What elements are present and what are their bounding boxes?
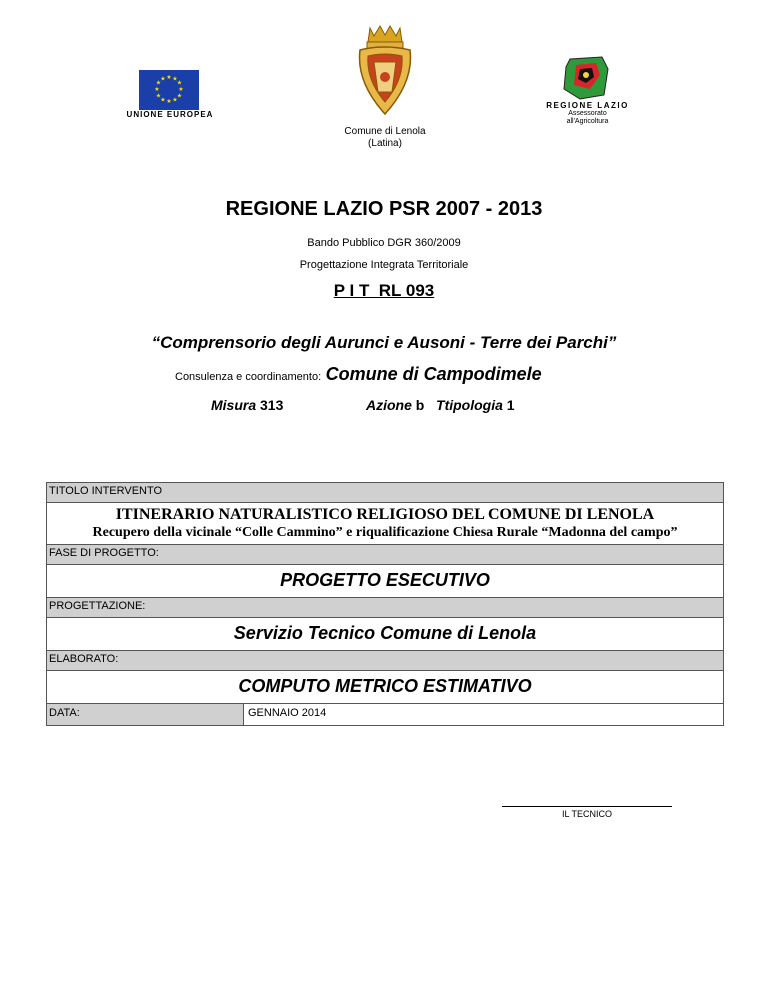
consulenza-line [175, 364, 542, 385]
signature-line [502, 806, 672, 807]
comune-crest-logo [352, 22, 418, 122]
fase-label: FASE DI PROGETTO: [47, 545, 723, 565]
svg-text:★: ★ [155, 79, 162, 87]
elaborato-label: ELABORATO: [47, 651, 723, 671]
svg-text:★: ★ [172, 75, 178, 83]
misura-line [211, 397, 283, 413]
data-row [47, 704, 723, 726]
svg-text:★: ★ [155, 92, 162, 100]
misura-label: Misura [211, 397, 257, 413]
misura-value: 313 [260, 397, 284, 413]
elaborato-value: COMPUTO METRICO ESTIMATIVO [47, 671, 723, 704]
svg-text:★: ★ [176, 79, 183, 87]
eu-caption: UNIONE EUROPEA [126, 110, 214, 119]
comprensorio-title: “Comprensorio degli Aurunci e Ausoni - Terre dei Parchi” [151, 333, 617, 352]
eu-flag-logo [139, 70, 199, 110]
svg-text:★: ★ [160, 96, 166, 104]
eu-stars-icon [139, 70, 199, 110]
titolo-label: TITOLO INTERVENTO [47, 483, 723, 503]
project-form [46, 482, 724, 726]
pit-code-text: P I T RL 093 [333, 281, 435, 300]
svg-text:★: ★ [178, 86, 184, 93]
pit-code [0, 281, 768, 301]
consulenza-label: Consulenza e coordinamento: [175, 371, 322, 383]
regione-lazio-caption [530, 101, 645, 126]
document-title: REGIONE LAZIO PSR 2007 - 2013 [225, 198, 543, 220]
progettazione-value: Servizio Tecnico Comune di Lenola [47, 618, 723, 651]
svg-text:★: ★ [172, 96, 178, 104]
data-value: GENNAIO 2014 [244, 704, 723, 725]
bando-text: Bando Pubblico DGR 360/2009 [307, 237, 461, 249]
lazio-caption-title: REGIONE LAZIO [546, 101, 629, 110]
svg-text:★: ★ [176, 92, 183, 100]
data-label: DATA: [47, 704, 244, 725]
svg-text:★: ★ [166, 74, 172, 81]
azione-line [366, 397, 515, 413]
svg-text:★: ★ [166, 98, 172, 105]
consulenza-value: Comune di Campodimele [325, 364, 542, 384]
azione-label: Azione [366, 397, 412, 413]
lazio-caption-line3: all'Agricoltura [566, 118, 609, 125]
progettazione-label: PROGETTAZIONE: [47, 598, 723, 618]
lazio-caption-line2: Assessorato [568, 110, 607, 117]
fase-value: PROGETTO ESECUTIVO [47, 565, 723, 598]
titolo-line2: Recupero della vicinale “Colle Cammino” e riqualificazione Chiesa Rurale “Madonna del campo” [92, 525, 678, 540]
signature-label: IL TECNICO [561, 809, 612, 819]
titolo-value [47, 503, 723, 545]
comune-name [300, 126, 470, 150]
svg-text:★: ★ [154, 86, 160, 93]
progettazione-integrata-text: Progettazione Integrata Territoriale [299, 259, 469, 271]
comune-name-line2: (Latina) [368, 138, 402, 149]
regione-lazio-logo [560, 55, 612, 101]
azione-value: b [415, 397, 425, 413]
svg-text:★: ★ [160, 75, 166, 83]
tipologia-value: 1 [506, 397, 515, 413]
titolo-line1: ITINERARIO NATURALISTICO RELIGIOSO DEL COMUNE DI LENOLA [115, 506, 655, 523]
tipologia-label: Ttipologia [436, 397, 503, 413]
comune-name-line1: Comune di Lenola [344, 126, 426, 137]
